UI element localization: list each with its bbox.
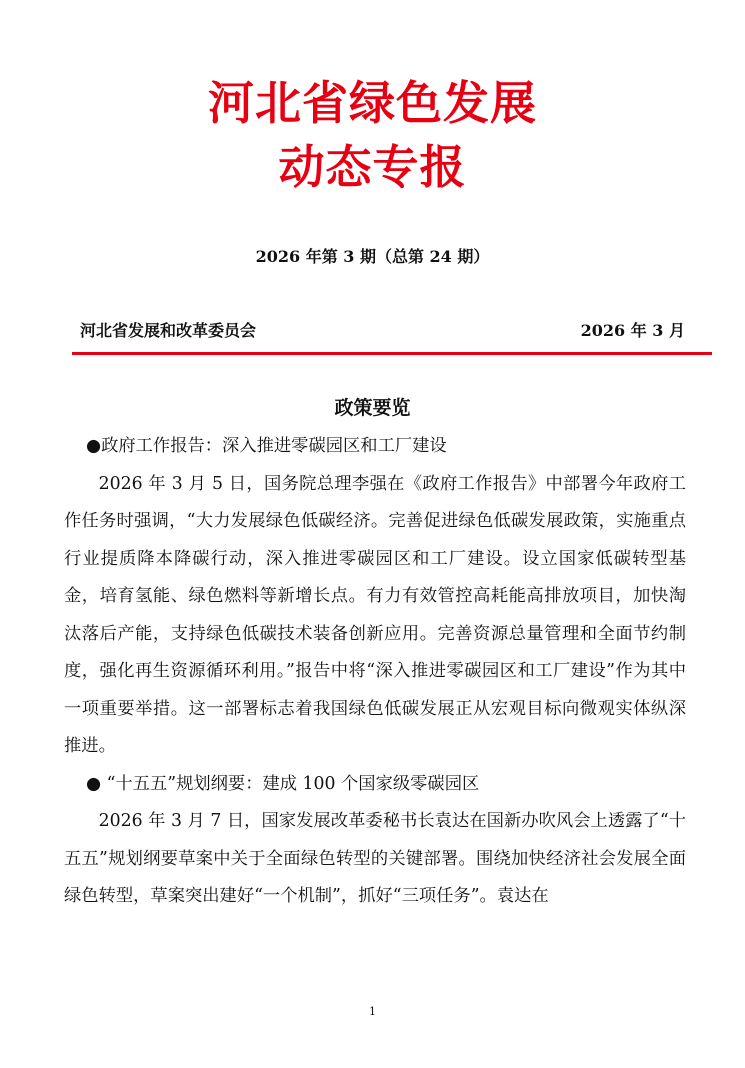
red-divider-line [72,352,712,355]
masthead-title-line1: 河北省绿色发展 [208,76,537,130]
article-content [64,428,686,916]
masthead-title-line2: 动态专报 [278,140,467,194]
page-number: 1 [369,1005,376,1018]
item-heading: ●政府工作报告：深入推进零碳园区和工厂建设 [86,436,447,456]
publisher-name: 河北省发展和改革委员会 [80,321,257,340]
section-title: 政策要览 [334,397,411,419]
item-heading: ● “十五五”规划纲要：建成 100 个国家级零碳园区 [86,773,480,794]
issue-number: 2026 年第 3 期（总第 24 期） [255,247,490,266]
publish-date: 2026 年 3 月 [580,321,685,340]
item-body: 2026 年 3 月 5 日，国务院总理李强在《政府工作报告》中部署今年政府工作任务时强调，“大力发展绿色低碳经济。完善促进绿色低碳发展政策，实施重点行业提质降本降碳行动，深入推进零碳园区和工厂建设。设立国家低碳转型基金，培育氢能、绿色燃料等新增长点。有力有效管控高耗能高排放项目，加快淘汰落后产能，支持绿色低碳技术装备创新应用。完善资源总量管理和全面节约制度，强化再生资源循环利用。”报告中将“深入推进零碳园区和工厂建设”作为其中一项重要举措。这一部署标志着我国绿色低碳发展正从宏观目标向微观实体纵深推进。 [64,473,686,756]
item-body: 2026 年 3 月 7 日，国家发展改革委秘书长袁达在国新办吹风会上透露了“十五五”规划纲要草案中关于全面绿色转型的关键部署。围绕加快经济社会发展全面绿色转型，草案突出建好“一个机制”，抓好“三项任务”。袁达在 [64,811,686,906]
